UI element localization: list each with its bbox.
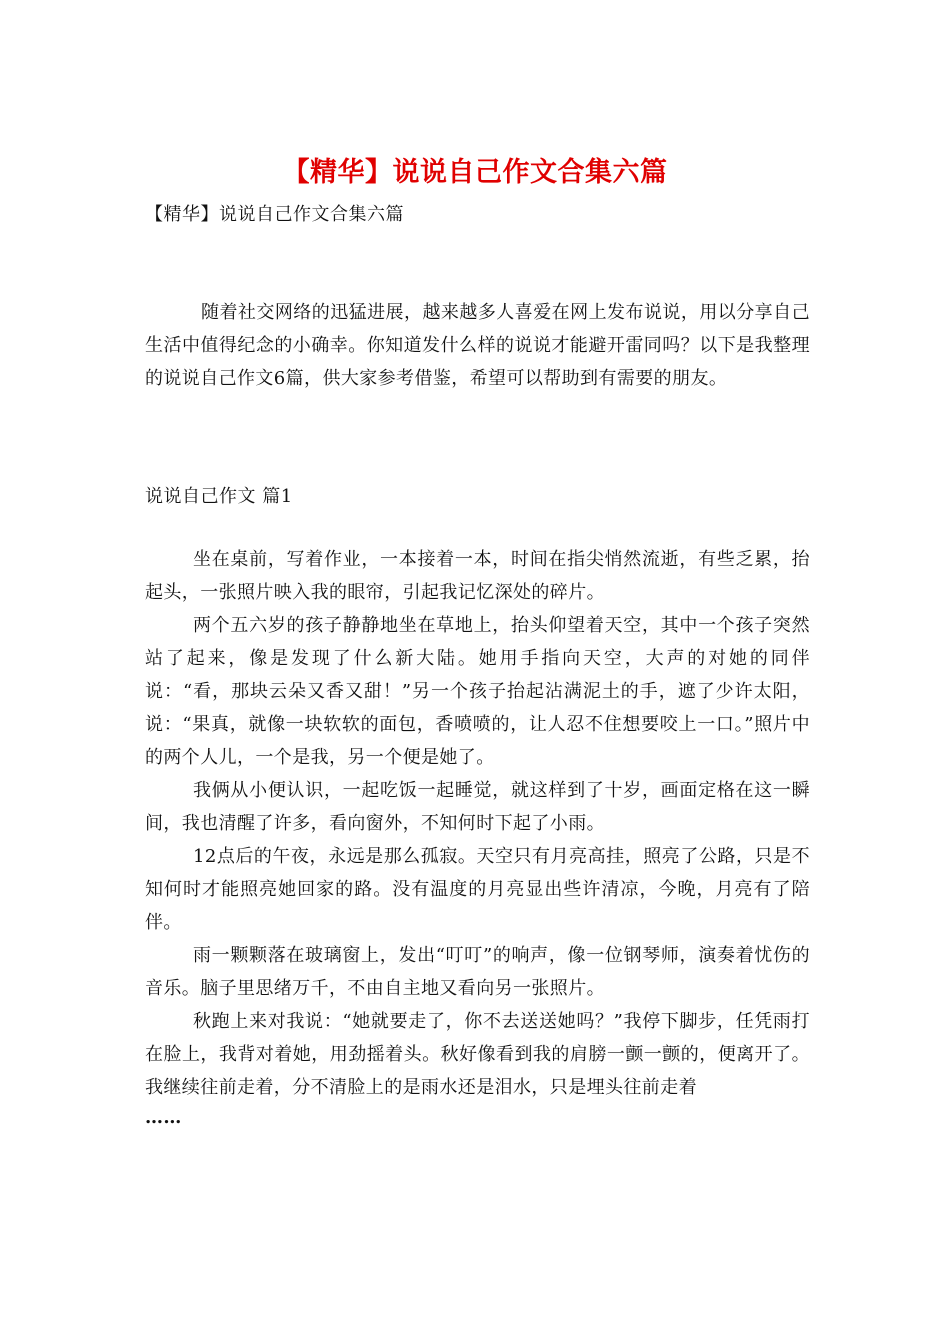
- intro-paragraph: 随着社交网络的迅猛进展，越来越多人喜爱在网上发布说说，用以分享自己生活中值得纪念的小确幸。你知道发什么样的说说才能避开雷同吗？以下是我整理的说说自己作文6篇，供大家参考借鉴，希望可以帮助到有需要的朋友。: [145, 302, 810, 389]
- essay-paragraph: 12点后的午夜，永远是那么孤寂。天空只有月亮高挂，照亮了公路，只是不知何时才能照亮她回家的路。没有温度的月亮显出些许清凉，今晚，月亮有了陪伴。: [145, 846, 810, 933]
- document-subtitle: 【精华】说说自己作文合集六篇: [145, 204, 404, 225]
- essay-paragraph: 坐在桌前，写着作业，一本接着一本，时间在指尖悄然流逝，有些乏累，抬起头，一张照片映入我的眼帘，引起我记忆深处的碎片。: [145, 549, 810, 603]
- document-title: 【精华】说说自己作文合集六篇: [282, 157, 668, 188]
- section-heading: 说说自己作文 篇1: [145, 486, 293, 507]
- essay-content: [145, 543, 810, 1132]
- trailing-ellipsis: ……: [145, 1107, 182, 1128]
- essay-paragraph: 雨一颗颗落在玻璃窗上，发出“叮叮”的响声，像一位钢琴师，演奏着忧伤的音乐。脑子里思绪万千，不由自主地又看向另一张照片。: [145, 945, 810, 999]
- essay-paragraph: 我俩从小便认识，一起吃饭一起睡觉，就这样到了十岁，画面定格在这一瞬间，我也清醒了许多，看向窗外，不知何时下起了小雨。: [145, 780, 810, 834]
- essay-paragraph: 秋跑上来对我说：“她就要走了，你不去送送她吗？”我停下脚步，任凭雨打在脸上，我背对着她，用劲摇着头。秋好像看到我的肩膀一颤一颤的，便离开了。我继续往前走着，分不清脸上的是雨水还是泪水，只是埋头往前走着: [145, 1011, 810, 1098]
- essay-paragraph: 两个五六岁的孩子静静地坐在草地上，抬头仰望着天空，其中一个孩子突然站了起来，像是发现了什么新大陆。她用手指向天空，大声的对她的同伴说：“看，那块云朵又香又甜！”另一个孩子抬起沾满泥土的手，遮了少许太阳，说：“果真，就像一块软软的面包，香喷喷的，让人忍不住想要咬上一口。”照片中的两个人儿，一个是我，另一个便是她了。: [145, 615, 810, 768]
